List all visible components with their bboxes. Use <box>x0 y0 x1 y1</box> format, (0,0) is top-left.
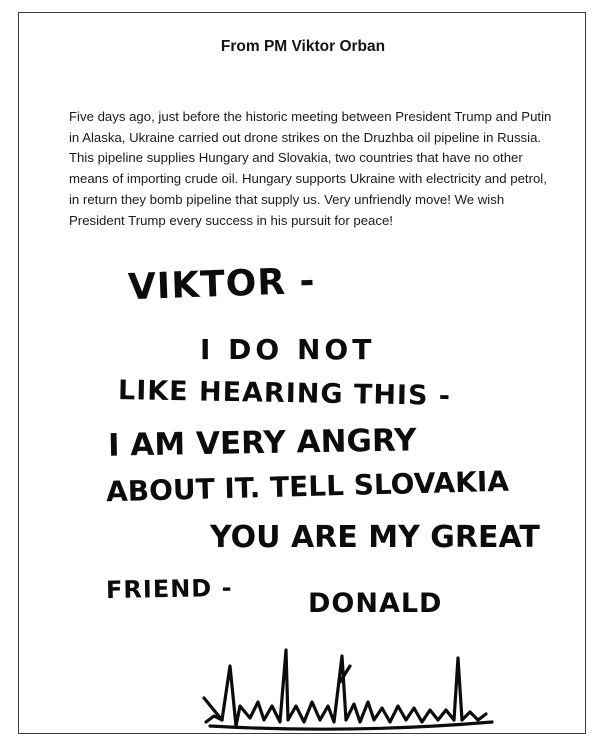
handwritten-line-8: DONALD <box>308 588 443 619</box>
handwritten-line-7: FRIEND - <box>105 573 233 605</box>
handwritten-line-3: LIKE HEARING THIS - <box>117 375 452 412</box>
handwritten-line-6: YOU ARE MY GREAT <box>210 520 540 555</box>
handwritten-line-5: ABOUT IT. TELL SLOVAKIA <box>105 464 510 509</box>
signature <box>200 636 500 736</box>
handwritten-line-2: I DO NOT <box>200 333 376 366</box>
handwritten-line-1: VIKTOR - <box>127 260 317 309</box>
letter-title: From PM Viktor Orban <box>220 38 386 55</box>
letter-body: Five days ago, just before the historic meeting between President Trump and Putin in Alaska, Ukraine carried out drone strikes on the Druzhba oil pipeline in Russia. This pipeline supplies Hungary and Slovakia, two countries that have no other means of importing crude oil. Hungary supports Ukraine with electricity and petrol, in return they bomb pipeline that supply us. Very unfriendly move! We wish President Trump every success in his pursuit for peace! <box>69 109 552 228</box>
handwritten-line-4: I AM VERY ANGRY <box>107 422 417 464</box>
